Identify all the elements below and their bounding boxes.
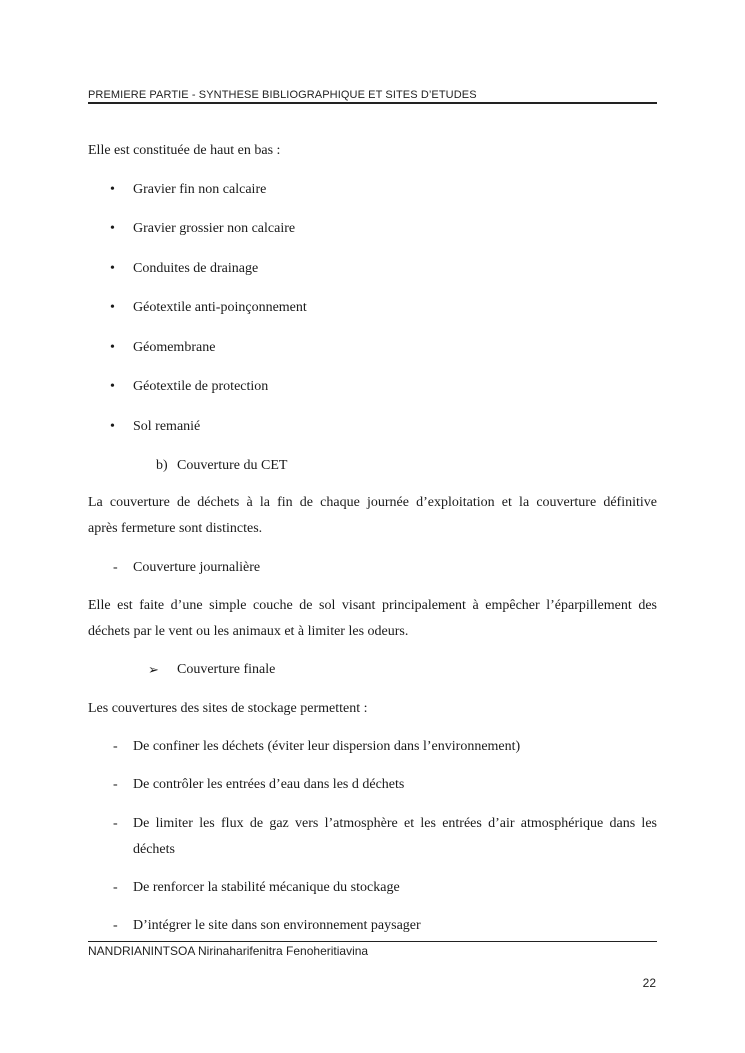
bullet-icon: •: [110, 419, 115, 434]
list-item: Conduites de drainage: [133, 261, 259, 276]
bullet-icon: •: [110, 300, 115, 315]
dash-marker: -: [113, 880, 118, 895]
subsection-title: Couverture du CET: [177, 458, 288, 473]
bullet-icon: •: [110, 340, 115, 355]
paragraph-line: La couverture de déchets à la fin de chaque journée d’exploitation et la couverture définitive: [88, 495, 657, 510]
list-item: De contrôler les entrées d’eau dans les d déchets: [133, 777, 405, 792]
final-cover-heading: Couverture finale: [177, 662, 276, 677]
list-item: Gravier fin non calcaire: [133, 182, 267, 197]
list-item-continuation: déchets: [133, 842, 175, 857]
list-item: De confiner les déchets (éviter leur dispersion dans l’environnement): [133, 739, 521, 754]
bullet-icon: •: [110, 261, 115, 276]
bullet-icon: •: [110, 379, 115, 394]
dash-marker: -: [113, 777, 118, 792]
paragraph-line: déchets par le vent ou les animaux et à limiter les odeurs.: [88, 624, 409, 639]
list-item: Géomembrane: [133, 340, 216, 355]
list-item: D’intégrer le site dans son environnement paysager: [133, 918, 421, 933]
dash-marker: -: [113, 816, 118, 831]
list-item: De renforcer la stabilité mécanique du stockage: [133, 880, 400, 895]
dash-marker: -: [113, 918, 118, 933]
list-item: Géotextile anti-poinçonnement: [133, 300, 307, 315]
list-item: De limiter les flux de gaz vers l’atmosphère et les entrées d’air atmosphérique dans les: [133, 816, 657, 831]
footer-author: NANDRIANINTSOA Nirinaharifenitra Fenoheritiavina: [88, 941, 657, 958]
bullet-icon: •: [110, 182, 115, 197]
running-header: PREMIERE PARTIE - SYNTHESE BIBLIOGRAPHIQUE ET SITES D’ETUDES: [88, 89, 657, 104]
paragraph-line: après fermeture sont distinctes.: [88, 521, 263, 536]
arrow-bullet-icon: ➢: [148, 662, 159, 677]
subsection-marker: b): [156, 458, 168, 473]
paragraph-text: Les couvertures des sites de stockage permettent :: [88, 701, 368, 716]
paragraph-line: Elle est faite d’une simple couche de sol visant principalement à empêcher l’éparpillement des: [88, 598, 657, 613]
daily-cover-heading: Couverture journalière: [133, 560, 261, 575]
dash-marker: -: [113, 560, 118, 575]
list-item: Sol remanié: [133, 419, 201, 434]
list-item: Géotextile de protection: [133, 379, 269, 394]
dash-marker: -: [113, 739, 118, 754]
page-number: 22: [642, 976, 656, 990]
intro-text: Elle est constituée de haut en bas :: [88, 143, 281, 158]
list-item: Gravier grossier non calcaire: [133, 221, 296, 236]
bullet-icon: •: [110, 221, 115, 236]
